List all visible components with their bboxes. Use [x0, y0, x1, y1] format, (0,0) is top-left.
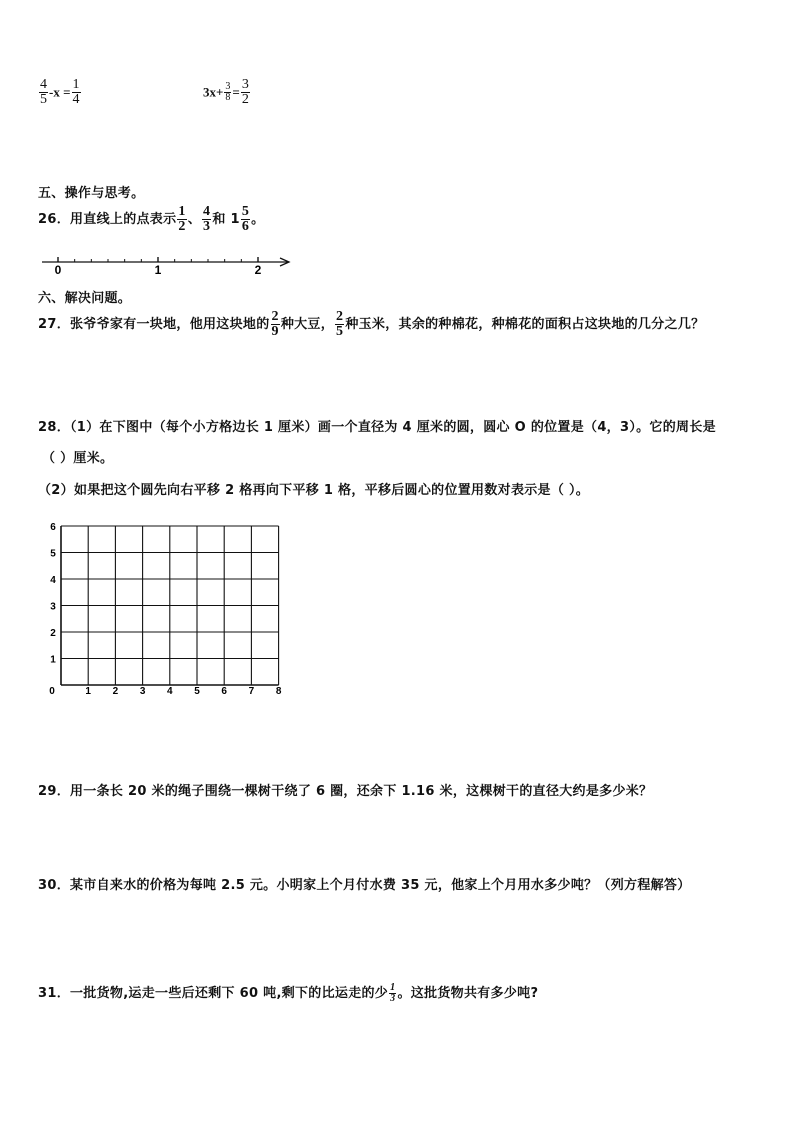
fraction: $\frac{1}{2}$ — [178, 204, 186, 234]
grid-x-label: 2 — [112, 686, 119, 697]
question-27: 27．张爷爷家有一块地，他用这块地的 $\frac{2}{9}$ 种大豆， $\frac{2}{5}$ 种玉米，其余的种棉花，种棉花的面积占这块地的几分之几？ — [38, 309, 705, 339]
question-28-line-2: （ ）厘米。 — [42, 451, 114, 466]
coordinate-grid — [44, 517, 294, 701]
grid-x-label: 5 — [194, 686, 200, 697]
grid-x-label: 6 — [221, 686, 227, 697]
fraction: $\frac{4}{3}$ — [203, 204, 211, 234]
grid-x-label: 0 — [49, 686, 55, 697]
fraction: $\frac{5}{6}$ — [241, 204, 250, 234]
grid-x-label: 4 — [167, 686, 173, 697]
fraction: $\frac{1}{3}$ — [390, 982, 396, 1004]
grid-y-label: 5 — [50, 548, 56, 560]
fraction: $\frac{2}{5}$ — [336, 309, 344, 339]
grid-x-label: 3 — [139, 686, 146, 697]
number-line-label: 0 — [54, 263, 62, 277]
question-28-line-1: 28．（1）在下图中（每个小方格边长 1 厘米）画一个直径为 4 厘米的圆，圆心 O 的位置是（4，3）。它的周长是 — [38, 420, 716, 435]
question-31: 31．一批货物,运走一些后还剩下 60 吨,剩下的比运走的少 $\frac{1}{3}$ 。这批货物共有多少吨? — [38, 982, 539, 1004]
grid-y-label: 3 — [50, 601, 56, 613]
grid-x-label: 7 — [248, 686, 255, 697]
question-29: 29．用一条长 20 米的绳子围绕一棵树干绕了 6 圈，还余下 1.16 米，这棵树干的直径大约是多少米？ — [38, 784, 653, 799]
section-5-title: 五、操作与思考。 — [38, 186, 145, 201]
equation-2: 3x+ $\frac{3}{8}$ = $\frac{3}{2}$ — [203, 77, 249, 107]
equation-1: $\frac{4}{5}$ -x = $\frac{1}{4}$ — [40, 77, 80, 107]
fraction: $\frac{3}{2}$ — [241, 77, 249, 107]
fraction: $\frac{1}{4}$ — [72, 77, 80, 107]
question-30: 30．某市自来水的价格为每吨 2.5 元。小明家上个月付水费 35 元，他家上个月用水多少吨？（列方程解答） — [38, 878, 691, 893]
grid-y-label: 4 — [50, 575, 56, 586]
question-28-line-3: （2）如果把这个圆先向右平移 2 格再向下平移 1 格，平移后圆心的位置用数对表示是（ ）。 — [38, 483, 590, 498]
fraction: $\frac{4}{5}$ — [40, 77, 47, 107]
grid-y-label: 1 — [50, 654, 56, 666]
grid-x-label: 8 — [275, 686, 282, 697]
grid-x-label: 1 — [85, 686, 91, 697]
number-line-label: 1 — [154, 263, 162, 277]
grid-y-label: 6 — [50, 522, 56, 533]
number-line — [40, 252, 296, 278]
question-26: 26．用直线上的点表示 $\frac{1}{2}$ 、 $\frac{4}{3}$ 和 1 $\frac{5}{6}$ 。 — [38, 204, 265, 234]
grid-y-label: 2 — [50, 628, 56, 639]
fraction: $\frac{2}{9}$ — [271, 309, 279, 339]
fraction: $\frac{3}{8}$ — [225, 81, 231, 103]
section-6-title: 六、解决问题。 — [38, 291, 132, 306]
number-line-label: 2 — [254, 263, 262, 277]
